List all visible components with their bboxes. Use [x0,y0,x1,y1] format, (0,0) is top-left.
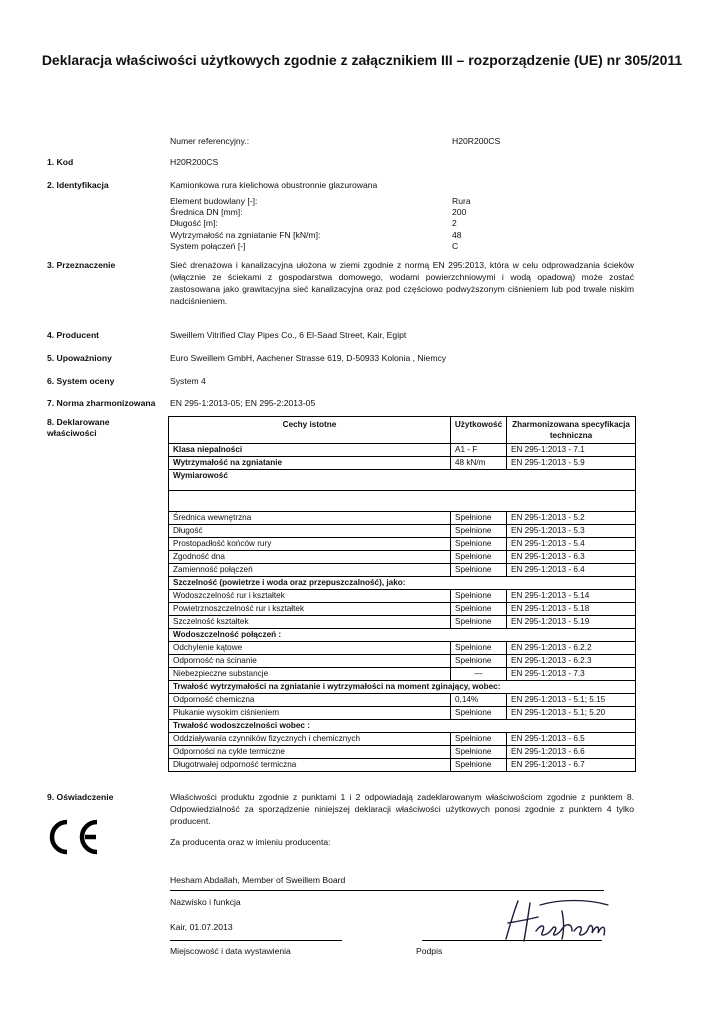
place-date-caption: Miejscowość i data wystawienia [170,946,291,956]
table-section-row [169,629,636,642]
characteristic-cell: Długość [169,525,451,538]
specification-cell: EN 295-1:2013 - 6.2.2 [507,642,636,655]
characteristic-cell: Oddziaływania czynników fizycznych i chemicznych [169,733,451,746]
declared-properties-table [168,416,636,772]
performance-cell: Spełnione [451,616,507,629]
table-body [169,444,636,772]
characteristic-cell: Zgodność dna [169,551,451,564]
identification-key: Element budowlany [-]: [170,196,258,206]
signer-caption: Nazwisko i funkcja [170,897,241,907]
specification-cell: EN 295-1:2013 - 5.14 [507,590,636,603]
table-row [169,759,636,772]
section-heading-cell: Wymiarowość [169,470,636,491]
performance-cell: Spełnione [451,564,507,577]
specification-cell: EN 295-1:2013 - 6.7 [507,759,636,772]
characteristic-cell: Prostopadłość końców rury [169,538,451,551]
document-title: Deklaracja właściwości użytkowych zgodnie z załącznikiem III – rozporządzenie (UE) nr 305/2011 [41,52,683,68]
characteristic-cell: Klasa niepalności [169,444,451,457]
section-1-value: H20R200CS [170,157,219,167]
place-date: Kair, 01.07.2013 [170,922,233,932]
section-heading-cell: Trwałość wytrzymałości na zgniatanie i wytrzymałości na moment zginający, wobec: [169,681,636,694]
identification-value: 200 [452,207,467,217]
characteristic-cell: Zamienność połączeń [169,564,451,577]
table-header-row [169,417,636,444]
performance-cell: A1 - F [451,444,507,457]
characteristic-cell: Odporność chemiczna [169,694,451,707]
table-row [169,616,636,629]
specification-cell: EN 295-1:2013 - 5.2 [507,512,636,525]
characteristic-cell: Średnica wewnętrzna [169,512,451,525]
identification-key: System połączeń [-] [170,241,246,251]
specification-cell: EN 295-1:2013 - 5.1; 5.20 [507,707,636,720]
section-6-label: 6. System oceny [47,376,115,386]
ref-label: Numer referencyjny.: [170,136,250,146]
section-4-value: Sweillem Vitrified Clay Pipes Co., 6 El-Saad Street, Kair, Egipt [170,330,407,340]
section-5-value: Euro Sweillem GmbH, Aachener Strasse 619, D-50933 Kolonia , Niemcy [170,353,447,363]
table-row [169,444,636,457]
section-6-value: System 4 [170,376,206,386]
header-harmonised-spec: Zharmonizowana specyfikacja techniczna [507,417,636,444]
specification-cell: EN 295-1:2013 - 5.19 [507,616,636,629]
section-9-text: Właściwości produktu zgodnie z punktami 1 i 2 odpowiadają zadeklarowanym właściwościom zgodnie z punktem 8. Odpowiedzialność za sporządzenie niniejszej deklaracji właściwości użytkowych ponosi zgodnie z punktem 4 tylko producent. [170,792,634,826]
performance-cell: Spełnione [451,590,507,603]
section-4-label: 4. Producent [47,330,100,340]
specification-cell: EN 295-1:2013 - 6.3 [507,551,636,564]
section-1-label: 1. Kod [47,157,74,167]
performance-cell: 0,14% [451,694,507,707]
specification-cell: EN 295-1:2013 - 6.6 [507,746,636,759]
characteristic-cell: Wytrzymałość na zgniatanie [169,457,451,470]
characteristic-cell: Długotrwałej odporność termiczna [169,759,451,772]
identification-key: Długość [m]: [170,218,218,228]
table-section-row [169,470,636,491]
performance-cell: Spełnione [451,733,507,746]
identification-value: Rura [452,196,471,206]
section-heading-cell: Wodoszczelność połączeń : [169,629,636,642]
characteristic-cell: Powietrznoszczelność rur i kształtek [169,603,451,616]
section-8-label: 8. Deklarowane [47,417,110,427]
table-section-row [169,577,636,590]
table-row [169,642,636,655]
table-row [169,707,636,720]
table-section-row [169,720,636,733]
specification-cell: EN 295-1:2013 - 5.18 [507,603,636,616]
table-row [169,668,636,681]
signer-line [170,890,604,891]
performance-cell: Spełnione [451,525,507,538]
section-5-label: 5. Upoważniony [47,353,112,363]
section-heading-cell: Szczelność (powietrze i woda oraz przepuszczalność), jako: [169,577,636,590]
identification-value: C [452,241,459,251]
table-row [169,694,636,707]
section-3-label: 3. Przeznaczenie [47,260,116,270]
performance-cell: Spełnione [451,512,507,525]
identification-key: Wytrzymałość na zgniatanie FN [kN/m]: [170,230,321,240]
specification-cell: EN 295-1:2013 - 6.4 [507,564,636,577]
characteristic-cell: Niebezpieczne substancje [169,668,451,681]
table-row [169,655,636,668]
spacer-cell [169,491,636,512]
section-2-description: Kamionkowa rura kielichowa obustronnie glazurowana [170,180,378,190]
identification-key: Średnica DN [mm]: [170,207,243,217]
performance-cell: Spełnione [451,655,507,668]
table-row [169,512,636,525]
table-row [169,603,636,616]
specification-cell: EN 295-1:2013 - 5.1; 5.15 [507,694,636,707]
section-8-label-line2: właściwości [47,428,97,438]
section-7-label: 7. Norma zharmonizowana [47,398,156,408]
characteristic-cell: Odchylenie kątowe [169,642,451,655]
table-section-row [169,681,636,694]
specification-cell: EN 295-1:2013 - 6.2.3 [507,655,636,668]
specification-cell: EN 295-1:2013 - 5.4 [507,538,636,551]
table-spacer-row [169,491,636,512]
handwritten-signature [500,895,610,951]
place-date-line [170,940,342,941]
performance-cell: Spełnione [451,603,507,616]
performance-cell: Spełnione [451,538,507,551]
section-heading-cell: Trwałość wodoszczelności wobec : [169,720,636,733]
characteristic-cell: Wodoszczelność rur i kształtek [169,590,451,603]
performance-cell: Spełnione [451,707,507,720]
table-row [169,457,636,470]
ref-value: H20R200CS [452,136,501,146]
section-3-text: Sieć drenażowa i kanalizacyjna ułożona w ziemi zgodnie z normą EN 295:2013, która w celu odprowadzania ścieków (włącznie ze ściekami z gospodarstwa domowego, wodami powierzchniowymi i wodą opadową) może zostać zastosowana jako grawitacyjna sieć kanalizacyjna oraz pod częściowo podwyższonym ciśnieniem lub pod trwale niskim nadciśnieniem. [170,260,634,306]
section-2-label: 2. Identyfikacja [47,180,109,190]
characteristic-cell: Odporność na ścinanie [169,655,451,668]
section-9-label: 9. Oświadczenie [47,792,114,802]
table-row [169,538,636,551]
table-row [169,590,636,603]
performance-cell: Spełnione [451,642,507,655]
performance-cell: — [451,668,507,681]
signer-name: Hesham Abdallah, Member of Sweillem Board [170,875,346,885]
on-behalf-text: Za producenta oraz w imieniu producenta: [170,837,331,847]
table-row [169,733,636,746]
section-7-value: EN 295-1:2013-05; EN 295-2:2013-05 [170,398,316,408]
identification-value: 2 [452,218,457,228]
specification-cell: EN 295-1:2013 - 5.9 [507,457,636,470]
characteristic-cell: Odporności na cykle termiczne [169,746,451,759]
table-row [169,525,636,538]
specification-cell: EN 295-1:2013 - 5.3 [507,525,636,538]
performance-cell: Spełnione [451,746,507,759]
signature-caption: Podpis [416,946,443,956]
table-row [169,564,636,577]
performance-cell: Spełnione [451,759,507,772]
performance-cell: 48 kN/m [451,457,507,470]
table-row [169,746,636,759]
specification-cell: EN 295-1:2013 - 7.1 [507,444,636,457]
characteristic-cell: Szczelność kształtek [169,616,451,629]
header-essential-characteristics: Cechy istotne [169,417,451,444]
specification-cell: EN 295-1:2013 - 7.3 [507,668,636,681]
ce-mark-icon [45,818,105,856]
table-row [169,551,636,564]
characteristic-cell: Płukanie wysokim ciśnieniem [169,707,451,720]
identification-value: 48 [452,230,462,240]
performance-cell: Spełnione [451,551,507,564]
specification-cell: EN 295-1:2013 - 6.5 [507,733,636,746]
header-performance: Użytkowość [451,417,507,444]
